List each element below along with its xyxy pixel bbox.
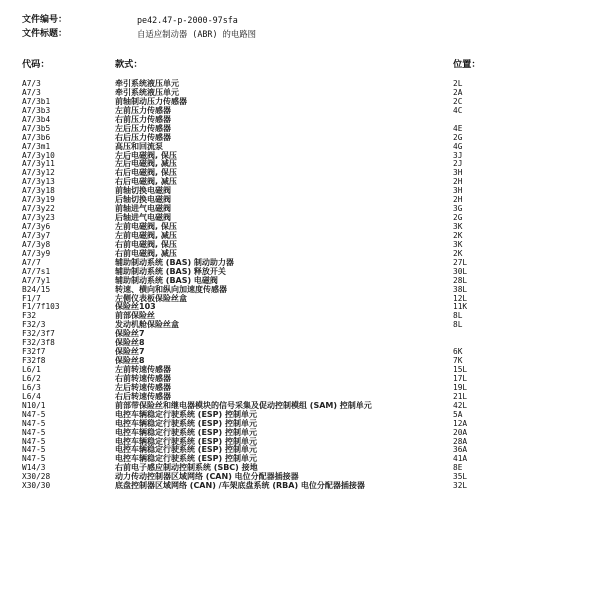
table-row <box>22 196 592 205</box>
component-position: 35L <box>453 472 468 482</box>
table-header <box>22 58 592 72</box>
table-row <box>22 375 592 384</box>
component-code: A7/3b6 <box>22 132 51 142</box>
table-row <box>22 446 592 455</box>
component-style: 后轴进气电磁阀 <box>115 213 171 223</box>
table-row <box>22 143 592 152</box>
component-style: 保险丝8 <box>115 356 145 366</box>
table-row <box>22 187 592 196</box>
component-position: 3K <box>453 222 463 231</box>
component-style: 右前压力传感器 <box>115 114 171 124</box>
component-code: L6/3 <box>22 382 41 392</box>
table-row <box>22 125 592 134</box>
component-code: B24/15 <box>22 284 51 294</box>
component-style: 前轴进气电磁阀 <box>115 204 171 214</box>
table-row <box>22 277 592 286</box>
component-position: 4E <box>453 123 463 133</box>
component-code: X30/30 <box>22 481 51 491</box>
component-code: A7/3b3 <box>22 105 51 115</box>
component-code: F32f8 <box>22 356 46 366</box>
component-code: A7/3y11 <box>22 159 55 169</box>
component-code: A7/3 <box>22 87 41 97</box>
component-code: N10/1 <box>22 400 46 410</box>
component-position: 41A <box>453 454 468 464</box>
table-row <box>22 205 592 214</box>
component-position: 28A <box>453 436 468 446</box>
table-row <box>22 303 592 312</box>
component-code: A7/3y7 <box>22 230 51 240</box>
component-position: 2K <box>453 230 463 240</box>
component-code: A7/3y13 <box>22 177 55 187</box>
table-row <box>22 420 592 429</box>
table-row <box>22 384 592 393</box>
table-row <box>22 134 592 143</box>
component-position: 8L <box>453 320 463 330</box>
component-style: 后轴切换电磁阀 <box>115 195 171 205</box>
component-code: A7/3y9 <box>22 248 51 258</box>
component-position: 6K <box>453 347 463 357</box>
component-style: 右后转速传感器 <box>115 391 171 401</box>
component-code: F32f7 <box>22 347 46 357</box>
table-row <box>22 178 592 187</box>
component-position: 20A <box>453 427 468 437</box>
table-row <box>22 116 592 125</box>
table-row <box>22 402 592 411</box>
component-position: 2K <box>453 248 463 258</box>
table-row <box>22 339 592 348</box>
table-row <box>22 98 592 107</box>
component-position: 4C <box>453 105 463 115</box>
component-style: 底盘控制器区域网络 (CAN) /车架底盘系统 (RBA) 电位分配器插接器 <box>115 481 365 491</box>
component-code: A7/3y23 <box>22 213 55 223</box>
component-code: F32/3f7 <box>22 329 55 339</box>
header-position: 位置： <box>453 59 481 70</box>
component-position: 3G <box>453 204 463 214</box>
table-row <box>22 259 592 268</box>
component-position: 2C <box>453 96 463 106</box>
component-code: A7/3b4 <box>22 114 51 124</box>
header-style: 款式： <box>115 59 143 70</box>
component-style: 辅助制动系统 (BAS) 释放开关 <box>115 266 226 276</box>
component-position: 2G <box>453 132 463 142</box>
component-position: 3J <box>453 150 463 160</box>
component-style: 右前电子感应制动控制系统 (SBC) 接地 <box>115 463 258 473</box>
component-style: 电控车辆稳定行驶系统 (ESP) 控制单元 <box>115 427 257 437</box>
component-style: 转速、横向和纵向加速度传感器 <box>115 284 227 294</box>
table-row <box>22 169 592 178</box>
component-code: N47-5 <box>22 436 46 446</box>
table-row <box>22 348 592 357</box>
component-code: A7/7y1 <box>22 275 51 285</box>
table-row <box>22 482 592 491</box>
component-position: 2H <box>453 177 463 187</box>
component-code: A7/3y6 <box>22 222 51 231</box>
table-row <box>22 214 592 223</box>
component-style: 右后电磁阀, 保压 <box>115 168 177 178</box>
component-style: 右前转速传感器 <box>115 373 171 383</box>
file-number-value: pe42.47-p-2000-97sfa <box>137 15 238 25</box>
file-number-label: 文件编号： <box>22 15 68 25</box>
table-row <box>22 330 592 339</box>
component-style: 牵引系统液压单元 <box>115 79 179 88</box>
component-style: 右后电磁阀, 减压 <box>115 177 177 187</box>
component-code: L6/4 <box>22 391 41 401</box>
component-table <box>22 80 592 491</box>
component-style: 牵引系统液压单元 <box>115 87 179 97</box>
component-code: A7/7 <box>22 257 41 267</box>
table-row <box>22 286 592 295</box>
component-position: 11K <box>453 302 468 312</box>
component-style: 保险丝103 <box>115 302 156 312</box>
header-code: 代码： <box>22 59 50 70</box>
component-style: 左后转速传感器 <box>115 382 171 392</box>
table-row <box>22 268 592 277</box>
component-position: 17L <box>453 373 468 383</box>
component-style: 保险丝8 <box>115 338 145 348</box>
component-style: 辅助制动系统 (BAS) 电磁阀 <box>115 275 218 285</box>
table-row <box>22 366 592 375</box>
table-row <box>22 411 592 420</box>
component-code: F1/7f103 <box>22 302 60 312</box>
component-style: 保险丝7 <box>115 329 145 339</box>
component-position: 32L <box>453 481 468 491</box>
component-code: W14/3 <box>22 463 46 473</box>
component-style: 电控车辆稳定行驶系统 (ESP) 控制单元 <box>115 436 257 446</box>
component-code: F32/3 <box>22 320 46 330</box>
component-position: 38L <box>453 284 468 294</box>
component-code: F32/3f8 <box>22 338 55 348</box>
component-style: 动力传动控制器区域网络 (CAN) 电位分配器插接器 <box>115 472 299 482</box>
component-code: A7/3m1 <box>22 141 51 151</box>
component-style: 电控车辆稳定行驶系统 (ESP) 控制单元 <box>115 418 257 428</box>
component-position: 8E <box>453 463 463 473</box>
component-style: 前轴制动压力传感器 <box>115 96 187 106</box>
component-style: 左前电磁阀, 保压 <box>115 222 177 231</box>
component-position: 12A <box>453 418 468 428</box>
component-code: N47-5 <box>22 445 46 455</box>
component-style: 辅助制动系统 (BAS) 制动助力器 <box>115 257 234 267</box>
component-code: N47-5 <box>22 418 46 428</box>
component-style: 左前压力传感器 <box>115 105 171 115</box>
file-title-value: 自适应制动器 (ABR) 的电路图 <box>137 29 257 39</box>
component-position: 8L <box>453 311 463 321</box>
component-position: 4G <box>453 141 463 151</box>
component-position: 2J <box>453 159 463 169</box>
component-position: 2H <box>453 195 463 205</box>
component-style: 高压和回流泵 <box>115 141 163 151</box>
component-code: A7/3 <box>22 79 41 88</box>
component-position: 3K <box>453 239 463 249</box>
component-code: A7/7s1 <box>22 266 51 276</box>
component-code: A7/3b5 <box>22 123 51 133</box>
component-position: 2G <box>453 213 463 223</box>
component-position: 5A <box>453 409 463 419</box>
component-code: N47-5 <box>22 427 46 437</box>
file-title-label: 文件标题： <box>22 29 68 39</box>
component-code: A7/3y18 <box>22 186 55 196</box>
component-position: 15L <box>453 365 468 374</box>
component-position: 12L <box>453 293 468 303</box>
component-position: 42L <box>453 400 468 410</box>
component-code: A7/3y12 <box>22 168 55 178</box>
component-style: 电控车辆稳定行驶系统 (ESP) 控制单元 <box>115 454 257 464</box>
component-style: 左后电磁阀, 减压 <box>115 159 177 169</box>
component-code: A7/3y10 <box>22 150 55 160</box>
component-code: F1/7 <box>22 293 41 303</box>
table-row <box>22 250 592 259</box>
component-code: L6/1 <box>22 365 41 374</box>
table-row <box>22 357 592 366</box>
component-position: 28L <box>453 275 468 285</box>
component-style: 左侧仪表板保险丝盒 <box>115 293 187 303</box>
component-position: 3H <box>453 186 463 196</box>
table-row <box>22 80 592 89</box>
table-row <box>22 464 592 473</box>
component-code: A7/3y8 <box>22 239 51 249</box>
component-position: 30L <box>453 266 468 276</box>
component-code: A7/3y19 <box>22 195 55 205</box>
component-style: 前部带保险丝和继电器模块的信号采集及促动控制模组 (SAM) 控制单元 <box>115 400 372 410</box>
table-row <box>22 429 592 438</box>
table-row <box>22 152 592 161</box>
table-row <box>22 438 592 447</box>
component-position: 3H <box>453 168 463 178</box>
component-position: 21L <box>453 391 468 401</box>
component-position: 2L <box>453 79 463 88</box>
component-position: 27L <box>453 257 468 267</box>
table-row <box>22 321 592 330</box>
component-style: 发动机舱保险丝盒 <box>115 320 179 330</box>
component-code: A7/3y22 <box>22 204 55 214</box>
component-code: N47-5 <box>22 454 46 464</box>
component-code: X30/28 <box>22 472 51 482</box>
table-row <box>22 160 592 169</box>
table-row <box>22 312 592 321</box>
component-position: 7K <box>453 356 463 366</box>
table-row <box>22 455 592 464</box>
component-style: 右后压力传感器 <box>115 132 171 142</box>
component-style: 前轴切换电磁阀 <box>115 186 171 196</box>
table-row <box>22 295 592 304</box>
component-style: 右前电磁阀, 保压 <box>115 239 177 249</box>
component-code: L6/2 <box>22 373 41 383</box>
component-position: 19L <box>453 382 468 392</box>
component-code: F32 <box>22 311 37 321</box>
component-position: 2A <box>453 87 463 97</box>
component-position: 36A <box>453 445 468 455</box>
table-row <box>22 232 592 241</box>
table-row <box>22 241 592 250</box>
component-style: 左前转速传感器 <box>115 365 171 374</box>
component-style: 右前电磁阀, 减压 <box>115 248 177 258</box>
component-style: 前部保险丝 <box>115 311 155 321</box>
table-row <box>22 107 592 116</box>
table-row <box>22 89 592 98</box>
component-style: 左后电磁阀, 保压 <box>115 150 177 160</box>
table-row <box>22 223 592 232</box>
component-style: 左后压力传感器 <box>115 123 171 133</box>
component-style: 电控车辆稳定行驶系统 (ESP) 控制单元 <box>115 409 257 419</box>
component-style: 左前电磁阀, 减压 <box>115 230 177 240</box>
component-style: 电控车辆稳定行驶系统 (ESP) 控制单元 <box>115 445 257 455</box>
component-code: N47-5 <box>22 409 46 419</box>
component-code: A7/3b1 <box>22 96 51 106</box>
component-style: 保险丝7 <box>115 347 145 357</box>
